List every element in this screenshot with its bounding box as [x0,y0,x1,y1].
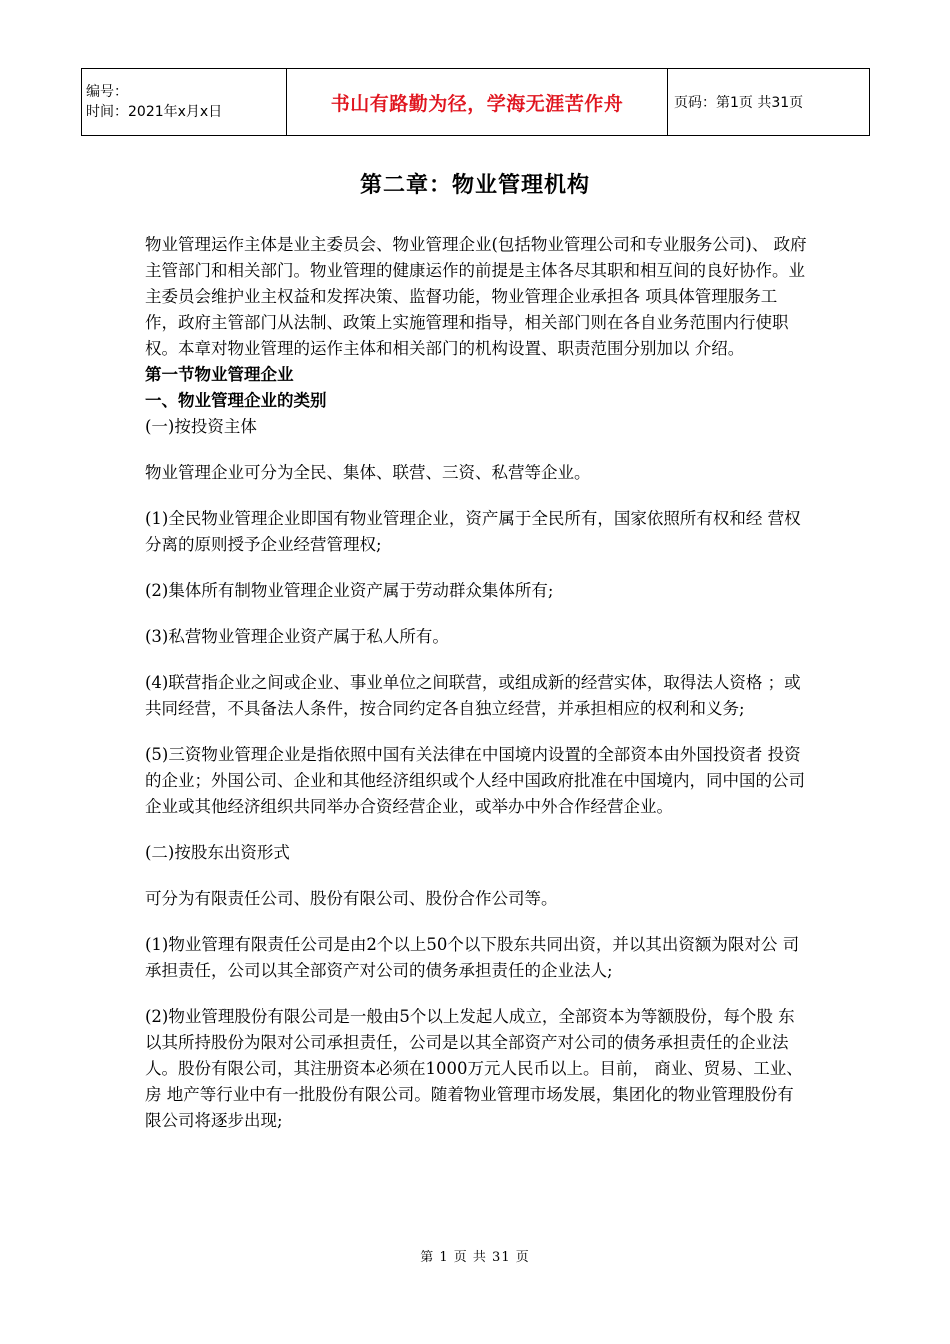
page-info: 页码：第1页 共31页 [668,69,870,136]
paragraph: (1)物业管理有限责任公司是由2个以上50个以下股东共同出资，并以其出资额为限对公 司承担责任，公司以其全部资产对公司的债务承担责任的企业法人; [145,935,800,980]
serial-label: 编号： [86,84,128,100]
paragraph: 物业管理运作主体是业主委员会、物业管理企业(包括物业管理公司和专业服务公司)、 政府主管部门和相关部门。物业管理的健康运作的前提是主体各尽其职和相互间的良好协作。业主委员会维护业主权益和发挥决策、监督功能，物业管理企业承担各 项具体管理服务工 作，政府主管部门从法制、政策上实施管理和指导，相关部门则在各自业务范围内行使职权。本章对物业管理的运作主体和相关部门的机构设置、职责范围分别加以 介绍。 [145,235,807,358]
header-meta [82,69,287,136]
paragraph: (2)物业管理股份有限公司是一般由5个以上发起人成立，全部资本为等额股份，每个股 东以其所持股份为限对公司承担责任，公司是以其全部资产对公司的债务承担责任的企业法人。股份有限公司，其注册资本必须在1000万元人民币以上。目前， 商业、贸易、工业、房 地产等行业中有一批股份有限公司。随着物业管理市场发展，集团化的物业管理股份有限公司将逐步出现; [145,1007,803,1130]
paragraph: 可分为有限责任公司、股份有限公司、股份合作公司等。 [145,889,558,908]
document-body [145,232,810,1134]
paragraph: (2)集体所有制物业管理企业资产属于劳动群众集体所有; [145,581,554,600]
paragraph: (1)全民物业管理企业即国有物业管理企业，资产属于全民所有，国家依照所有权和经 营权分离的原则授予企业经营管理权; [145,509,801,554]
section-heading: 第一节物业管理企业 [145,365,294,384]
header-table [81,68,870,136]
paragraph: (3)私营物业管理企业资产属于私人所有。 [145,627,449,646]
chapter-title: 第二章：物业管理机构 [359,173,590,198]
paragraph: (二)按股东出资形式 [145,843,290,862]
page-footer: 第 1 页 共 31 页 [420,1250,530,1265]
section-heading: 一、物业管理企业的类别 [145,391,327,410]
paragraph: (4)联营指企业之间或企业、事业单位之间联营，或组成新的经营实体，取得法人资格 ；或共同经营，不具备法人条件，按合同约定各自独立经营，并承担相应的权利和义务; [145,673,801,718]
paragraph: 物业管理企业可分为全民、集体、联营、三资、私营等企业。 [145,463,591,482]
motto: 书山有路勤为径，学海无涯苦作舟 [287,69,668,136]
date-label: 时间：2021年x月x日 [86,104,223,120]
paragraph: (一)按投资主体 [145,417,257,436]
paragraph: (5)三资物业管理企业是指依照中国有关法律在中国境内设置的全部资本由外国投资者 投资的企业；外国公司、企业和其他经济组织或个人经中国政府批准在中国境内，同中国的公司企业或其他经济组织共同举办合资经营企业，或举办中外合作经营企业。 [145,745,805,816]
